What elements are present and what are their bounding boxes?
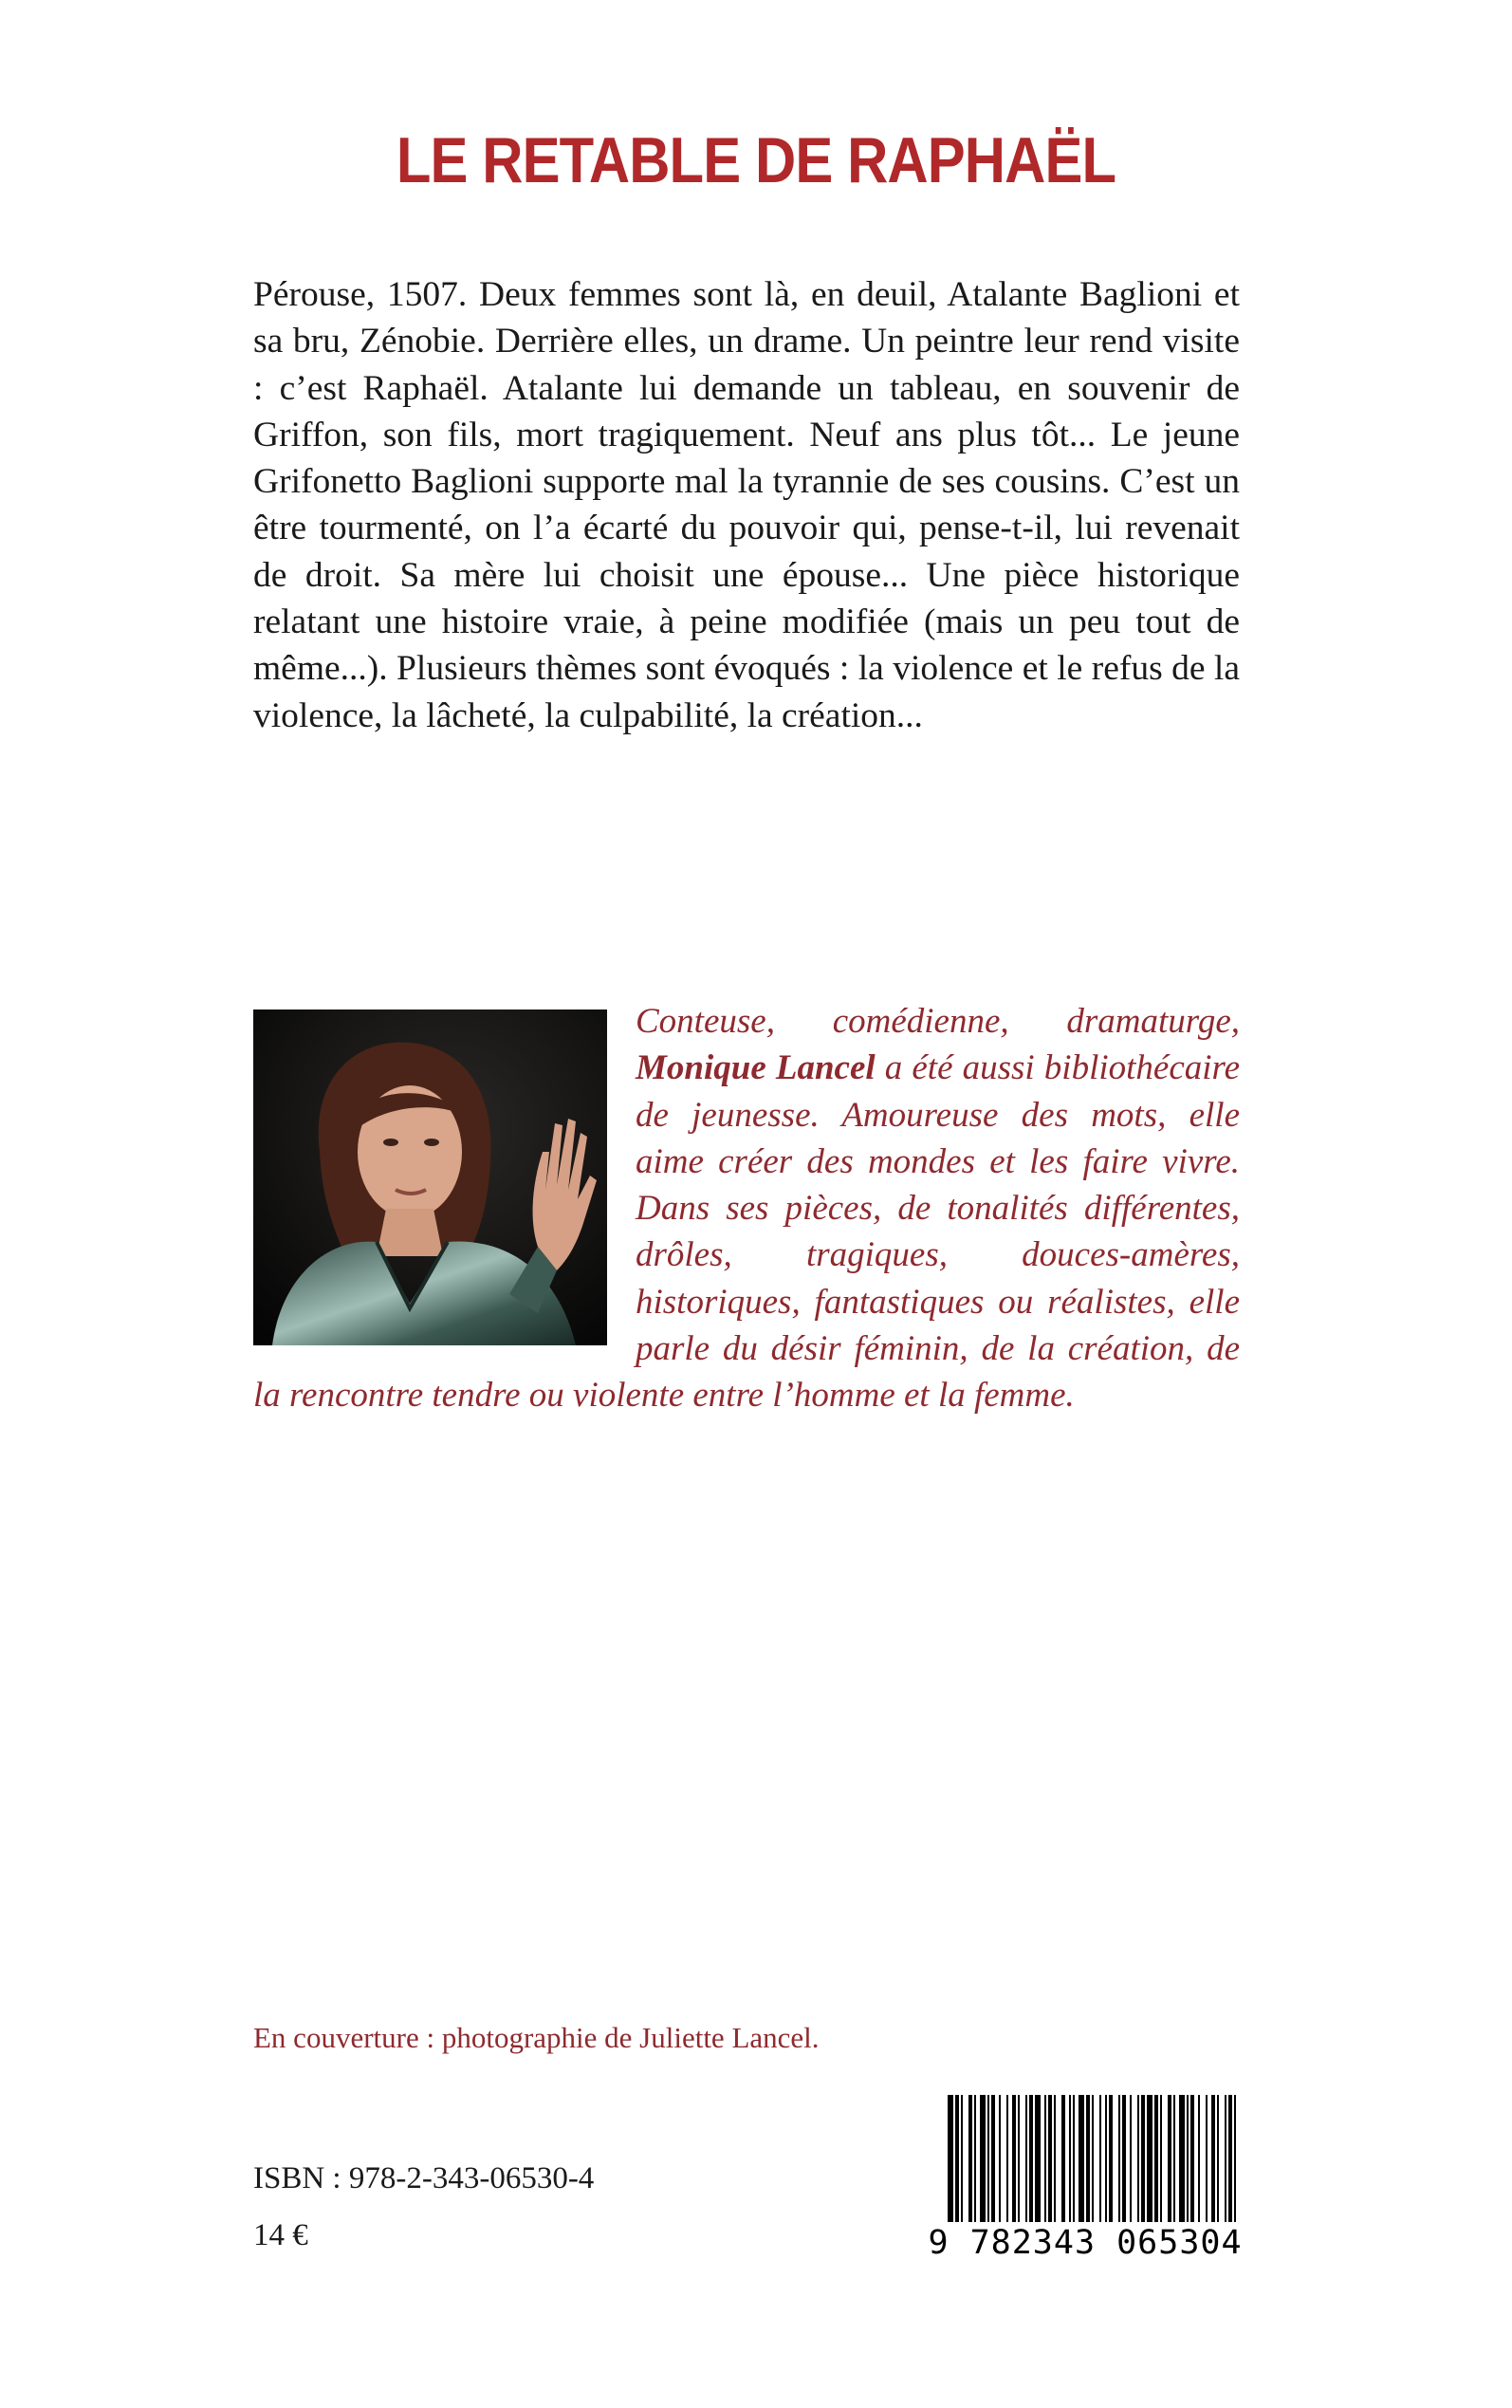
bio-intro: Conteuse, comédienne, dramaturge, xyxy=(636,1002,1240,1041)
photo-spacer xyxy=(253,998,607,1340)
bio-text: a été aussi bibliothécaire de jeunesse. Amoureuse des mots, elle aime créer des mondes et les faire vivre. Dans ses pièces, de tonalités différentes, drôles, tragiques, douces-amères, historiques, fantastiques ou réalistes, elle parle du désir féminin, de la création, de la rencontre tendre ou violente entre l’homme et la femme. xyxy=(253,1048,1240,1416)
cover-credit: En couverture : photographie de Juliette Lancel. xyxy=(253,2021,820,2054)
book-title: LE RETABLE DE RAPHAËL xyxy=(396,124,1116,196)
barcode-digits: 9 782343 065304 xyxy=(924,2222,1246,2262)
isbn: ISBN : 978-2-343-06530-4 xyxy=(253,2161,595,2195)
price: 14 € xyxy=(253,2218,308,2252)
synopsis-text: Pérouse, 1507. Deux femmes sont là, en deuil, Atalante Baglioni et sa bru, Zénobie. Derrière elles, un drame. Un peintre leur rend visite : c’est Raphaël. Atalante lui demande un tableau, en souvenir de Griffon, son fils, mort tragiquement. Neuf ans plus tôt... Le jeune Grifonetto Baglioni supporte mal la tyrannie de ses cousins. C’est un être tourmenté, on l’a écarté du pouvoir qui, pense-t-il, lui revenait de droit. Sa mère lui choisit une épouse... Une pièce historique relatant une histoire vraie, à peine modifiée (mais un peu tout de même...). Plusieurs thèmes sont évoqués : la violence et le refus de la violence, la lâcheté, la culpabilité, la création... xyxy=(253,275,1240,735)
author-name: Monique Lancel xyxy=(636,1048,876,1088)
author-bio xyxy=(253,998,1240,1419)
